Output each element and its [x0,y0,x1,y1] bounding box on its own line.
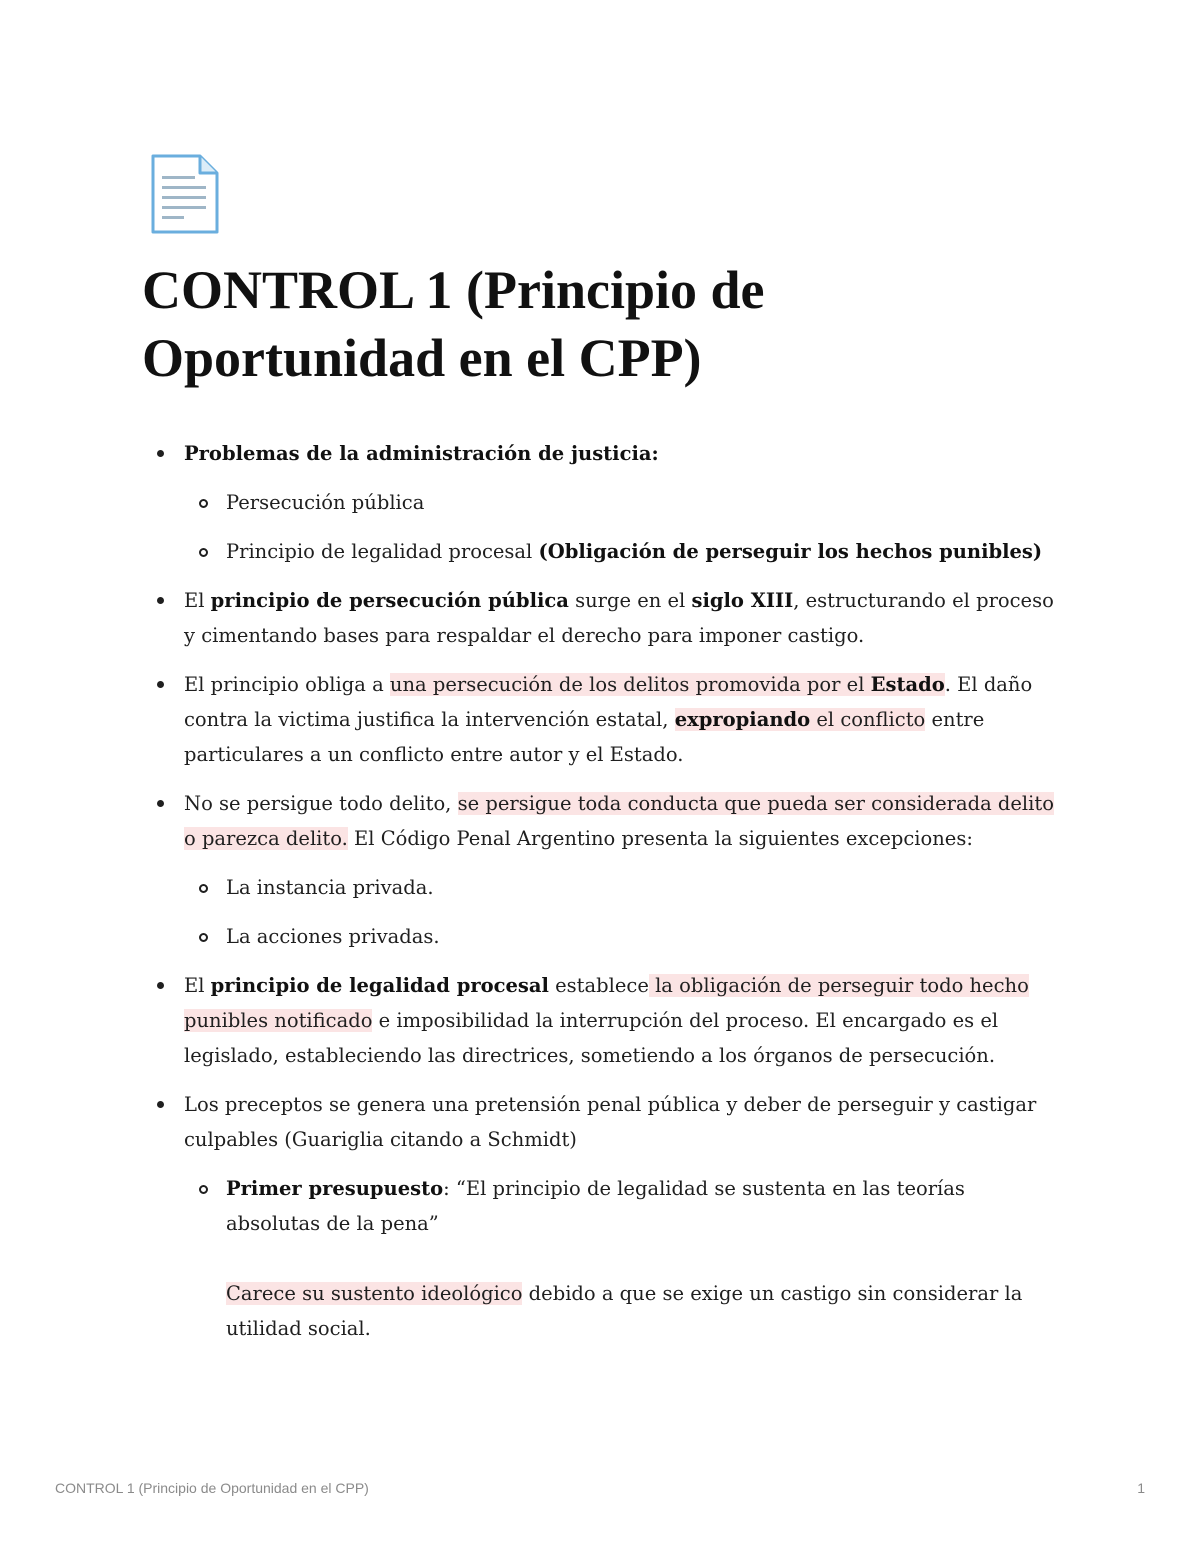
bold-text: siglo XIII [691,589,794,612]
item-text: debido a que se exige un castigo sin considerar la utilidad social. [226,1282,1023,1340]
sub-list-item [155,919,1065,954]
item-text: Principio de legalidad procesal [226,540,539,563]
sub-list-item [155,485,1065,520]
hollow-bullet-icon [199,499,208,508]
document-body [155,436,1065,1360]
item-text: El [184,974,211,997]
document-icon [150,154,220,234]
highlighted-text: la obligación de perseguir todo hecho punibles notificado [184,974,1029,1032]
sub-list-item [155,1171,1065,1346]
sub-list-item [155,870,1065,905]
item-text: entre particulares a un conflicto entre autor y el Estado. [184,708,985,766]
bold-text: principio de legalidad procesal [210,974,549,997]
bold-text: Primer presupuesto [226,1177,444,1200]
item-text: el conflicto [810,708,926,731]
item-text: e imposibilidad la interrupción del proceso. El encargado es el legislado, estableciendo las directrices, sometiendo a los órganos de persecución. [184,1009,999,1067]
highlighted-text [390,673,945,696]
item-text: No se persigue todo delito, [184,792,458,815]
item-text: . El daño contra la victima justifica la intervención estatal, [184,673,1033,731]
item-text: El principio obliga a [184,673,390,696]
bullet-icon [157,597,164,604]
item-text: surge en el [568,589,692,612]
highlighted-text [675,708,926,731]
bold-text: Problemas de la administración de justicia: [184,442,659,465]
item-text: El [184,589,211,612]
sub-list-item [155,534,1065,569]
bold-text: (Obligación de perseguir los hechos punibles) [538,540,1043,563]
bold-text: Estado [870,673,945,696]
paragraph-spacer [226,1241,1065,1276]
item-text: La acciones privadas. [226,925,440,948]
list-item [155,968,1065,1073]
page-title: CONTROL 1 (Principio de Oportunidad en el CPP) [142,260,765,388]
list-item [155,1087,1065,1157]
bullet-icon [157,982,164,989]
bullet-icon [157,800,164,807]
bullet-icon [157,681,164,688]
highlighted-text: Carece su sustento ideológico [226,1282,523,1305]
item-text: La instancia privada. [226,876,434,899]
list-item [155,583,1065,653]
item-text: , estructurando el proceso y cimentando bases para respaldar el derecho para imponer castigo. [184,589,1054,647]
list-item [155,667,1065,772]
footer-title: CONTROL 1 (Principio de Oportunidad en el CPP) [55,1480,369,1496]
hollow-bullet-icon [199,548,208,557]
page-number: 1 [1137,1480,1145,1496]
list-item [155,436,1065,471]
item-text: Persecución pública [226,491,425,514]
item-text: una persecución de los delitos promovida por el [389,673,871,696]
item-text: El Código Penal Argentino presenta la siguientes excepciones: [347,827,973,850]
bullet-icon [157,1101,164,1108]
highlighted-text: se persigue toda conducta que pueda ser considerada delito o parezca delito. [184,792,1054,850]
bold-text: expropiando [674,708,811,731]
item-text: Los preceptos se genera una pretensión penal pública y deber de perseguir y castigar culpables (Guariglia citando a Schmidt) [184,1093,1037,1151]
hollow-bullet-icon [199,884,208,893]
item-text: : “El principio de legalidad se sustenta en las teorías absolutas de la pena” [226,1177,965,1235]
list-item [155,786,1065,856]
hollow-bullet-icon [199,1185,208,1194]
hollow-bullet-icon [199,933,208,942]
bold-text: principio de persecución pública [210,589,569,612]
bullet-icon [157,450,164,457]
item-text: establece [548,974,649,997]
